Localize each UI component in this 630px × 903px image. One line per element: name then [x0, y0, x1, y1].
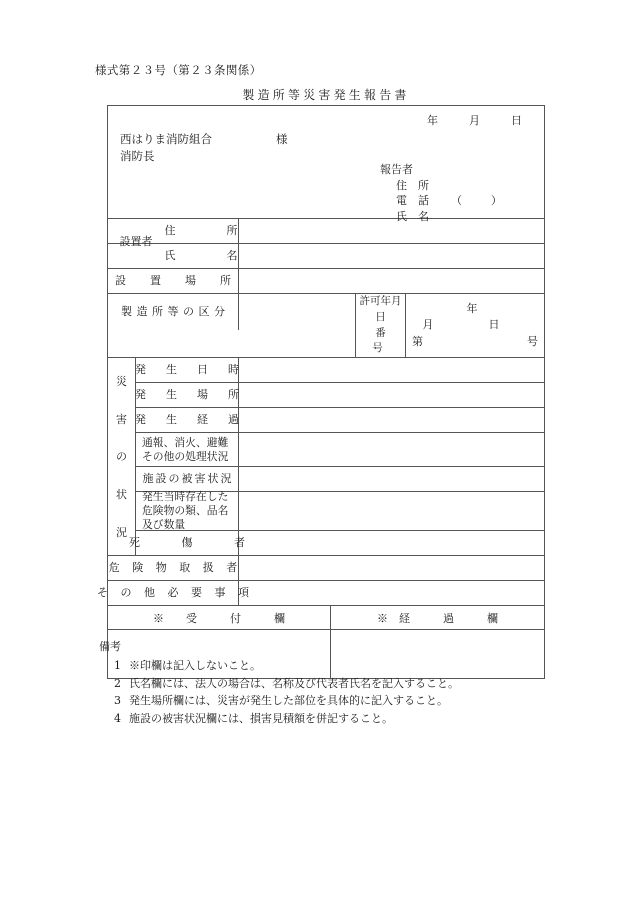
disaster-group-char-2: の [116, 450, 127, 464]
permit-number-suffix: 号 [527, 334, 538, 348]
disaster-group-char-3: 状 [116, 488, 127, 502]
facility-damage-value[interactable] [239, 467, 544, 491]
other-items-value[interactable] [239, 581, 544, 605]
occur-place-value[interactable] [239, 383, 544, 407]
hazmat-present-label-line-2: 危険物の類、品名 [142, 504, 229, 518]
table-row-occur-place [136, 382, 544, 407]
installer-name-value[interactable] [239, 244, 544, 268]
note-text: 氏名欄には、法人の場合は、名称及び代表者氏名を記入すること。 [129, 676, 459, 690]
document-title: 製造所等災害発生報告書 [242, 88, 410, 102]
table-row-facility-type [108, 293, 544, 357]
report-table [97, 105, 545, 679]
note-item [99, 657, 459, 675]
reporter-phone-row [380, 193, 511, 209]
notes-section [99, 638, 459, 728]
reporter-phone-label: 電 話 [396, 194, 429, 208]
facility-type-value[interactable] [239, 294, 356, 357]
note-item [99, 675, 459, 693]
hazmat-present-value[interactable] [239, 492, 544, 530]
table-row-install-place [108, 268, 544, 293]
installer-address-label: 住 所 [164, 219, 239, 243]
note-number: 1 [114, 658, 121, 672]
addressee-line-1: 西はりま消防組合 [120, 132, 212, 146]
occur-place-label: 発 生 場 所 [136, 383, 239, 407]
occur-process-value[interactable] [239, 408, 544, 432]
response-status-label [136, 433, 239, 466]
hazmat-present-label-line-1: 発生当時存在した [142, 490, 229, 504]
reporter-block [380, 162, 511, 224]
permit-number-label: 番 号 [372, 326, 425, 355]
permit-date-label: 許可年月日 [359, 295, 402, 323]
table-row-facility-damage [136, 466, 544, 491]
note-number: 4 [114, 712, 121, 726]
table-row-office-headers [108, 605, 544, 629]
permit-number-value [412, 334, 538, 351]
reporter-address-label: 住 所 [396, 178, 429, 192]
disaster-group-char-4: 況 [116, 526, 127, 540]
response-status-value[interactable] [239, 433, 544, 466]
table-row-header [108, 106, 544, 223]
disaster-group-char-0: 災 [116, 374, 127, 388]
table-row-disaster-group [108, 357, 544, 555]
disaster-group-char-1: 害 [116, 412, 127, 426]
table-row-casualties [129, 530, 544, 555]
form-number: 様式第２３号（第２３条関係） [95, 63, 262, 77]
hazmat-present-label [136, 492, 239, 530]
header-date-line: 年 月 日 [427, 114, 532, 127]
office-headers [108, 606, 544, 629]
table-row-hazmat-handler [108, 555, 544, 580]
occur-process-label: 発 生 経 過 [136, 408, 239, 432]
note-text: ※印欄は記入しないこと。 [129, 658, 261, 672]
facility-type-label: 製造所等の区分 [108, 294, 239, 330]
note-number: 3 [114, 694, 121, 708]
install-place-value[interactable] [239, 269, 544, 293]
table-row-installer-name [108, 243, 544, 268]
permit-value[interactable] [406, 294, 544, 357]
note-item [99, 692, 459, 710]
receipt-column-label: ※ 受 付 欄 [108, 606, 331, 629]
addressee [120, 131, 212, 164]
install-place-label: 設 置 場 所 [108, 269, 239, 293]
table-row-other-items [97, 580, 544, 605]
casualties-value[interactable] [239, 531, 544, 555]
installer-group-label: 設置者 [119, 235, 153, 249]
response-status-label-line-1: 通報、消火、避難 [142, 435, 229, 449]
permit-number-prefix: 第 [412, 334, 423, 348]
table-row-hazmat-present [136, 491, 544, 530]
casualties-label: 死 傷 者 [136, 531, 239, 555]
permit-label [356, 294, 425, 357]
note-text: 施設の被害状況欄には、損害見積額を併記すること。 [129, 712, 393, 726]
table-row-occur-process [136, 407, 544, 432]
occur-datetime-value[interactable] [239, 358, 544, 382]
hazmat-handler-value[interactable] [239, 556, 544, 580]
reporter-phone-paren: （ ） [451, 194, 511, 208]
hazmat-present-label-line-3: 及び数量 [142, 517, 186, 531]
addressee-honorific: 様 [276, 132, 288, 146]
hazmat-handler-label: 危 険 物 取 扱 者 [108, 556, 239, 580]
progress-column-label: ※ 経 過 欄 [377, 612, 498, 625]
occur-datetime-label: 発 生 日 時 [136, 358, 239, 382]
reporter-label: 報告者 [380, 163, 413, 176]
reporter-name-label: 氏 名 [396, 209, 429, 223]
disaster-rows [129, 358, 544, 555]
note-number: 2 [114, 676, 121, 690]
permit-date-value: 年 月 日 [422, 301, 533, 332]
facility-damage-label: 施設の被害状況 [136, 467, 239, 491]
note-item [99, 710, 459, 728]
table-row-response-status [136, 432, 544, 466]
note-text: 発生場所欄には、災害が発生した部位を具体的に記入すること。 [129, 694, 448, 708]
notes-title: 備考 [99, 640, 121, 653]
installer-name-label: 氏 名 [164, 244, 239, 268]
addressee-line-2: 消防長 [120, 148, 155, 163]
response-status-label-line-2: その他の処理状況 [142, 449, 229, 463]
other-items-label: そ の 他 必 要 事 項 [108, 581, 239, 605]
table-row-occur-datetime [136, 358, 544, 382]
header-block [108, 106, 544, 223]
